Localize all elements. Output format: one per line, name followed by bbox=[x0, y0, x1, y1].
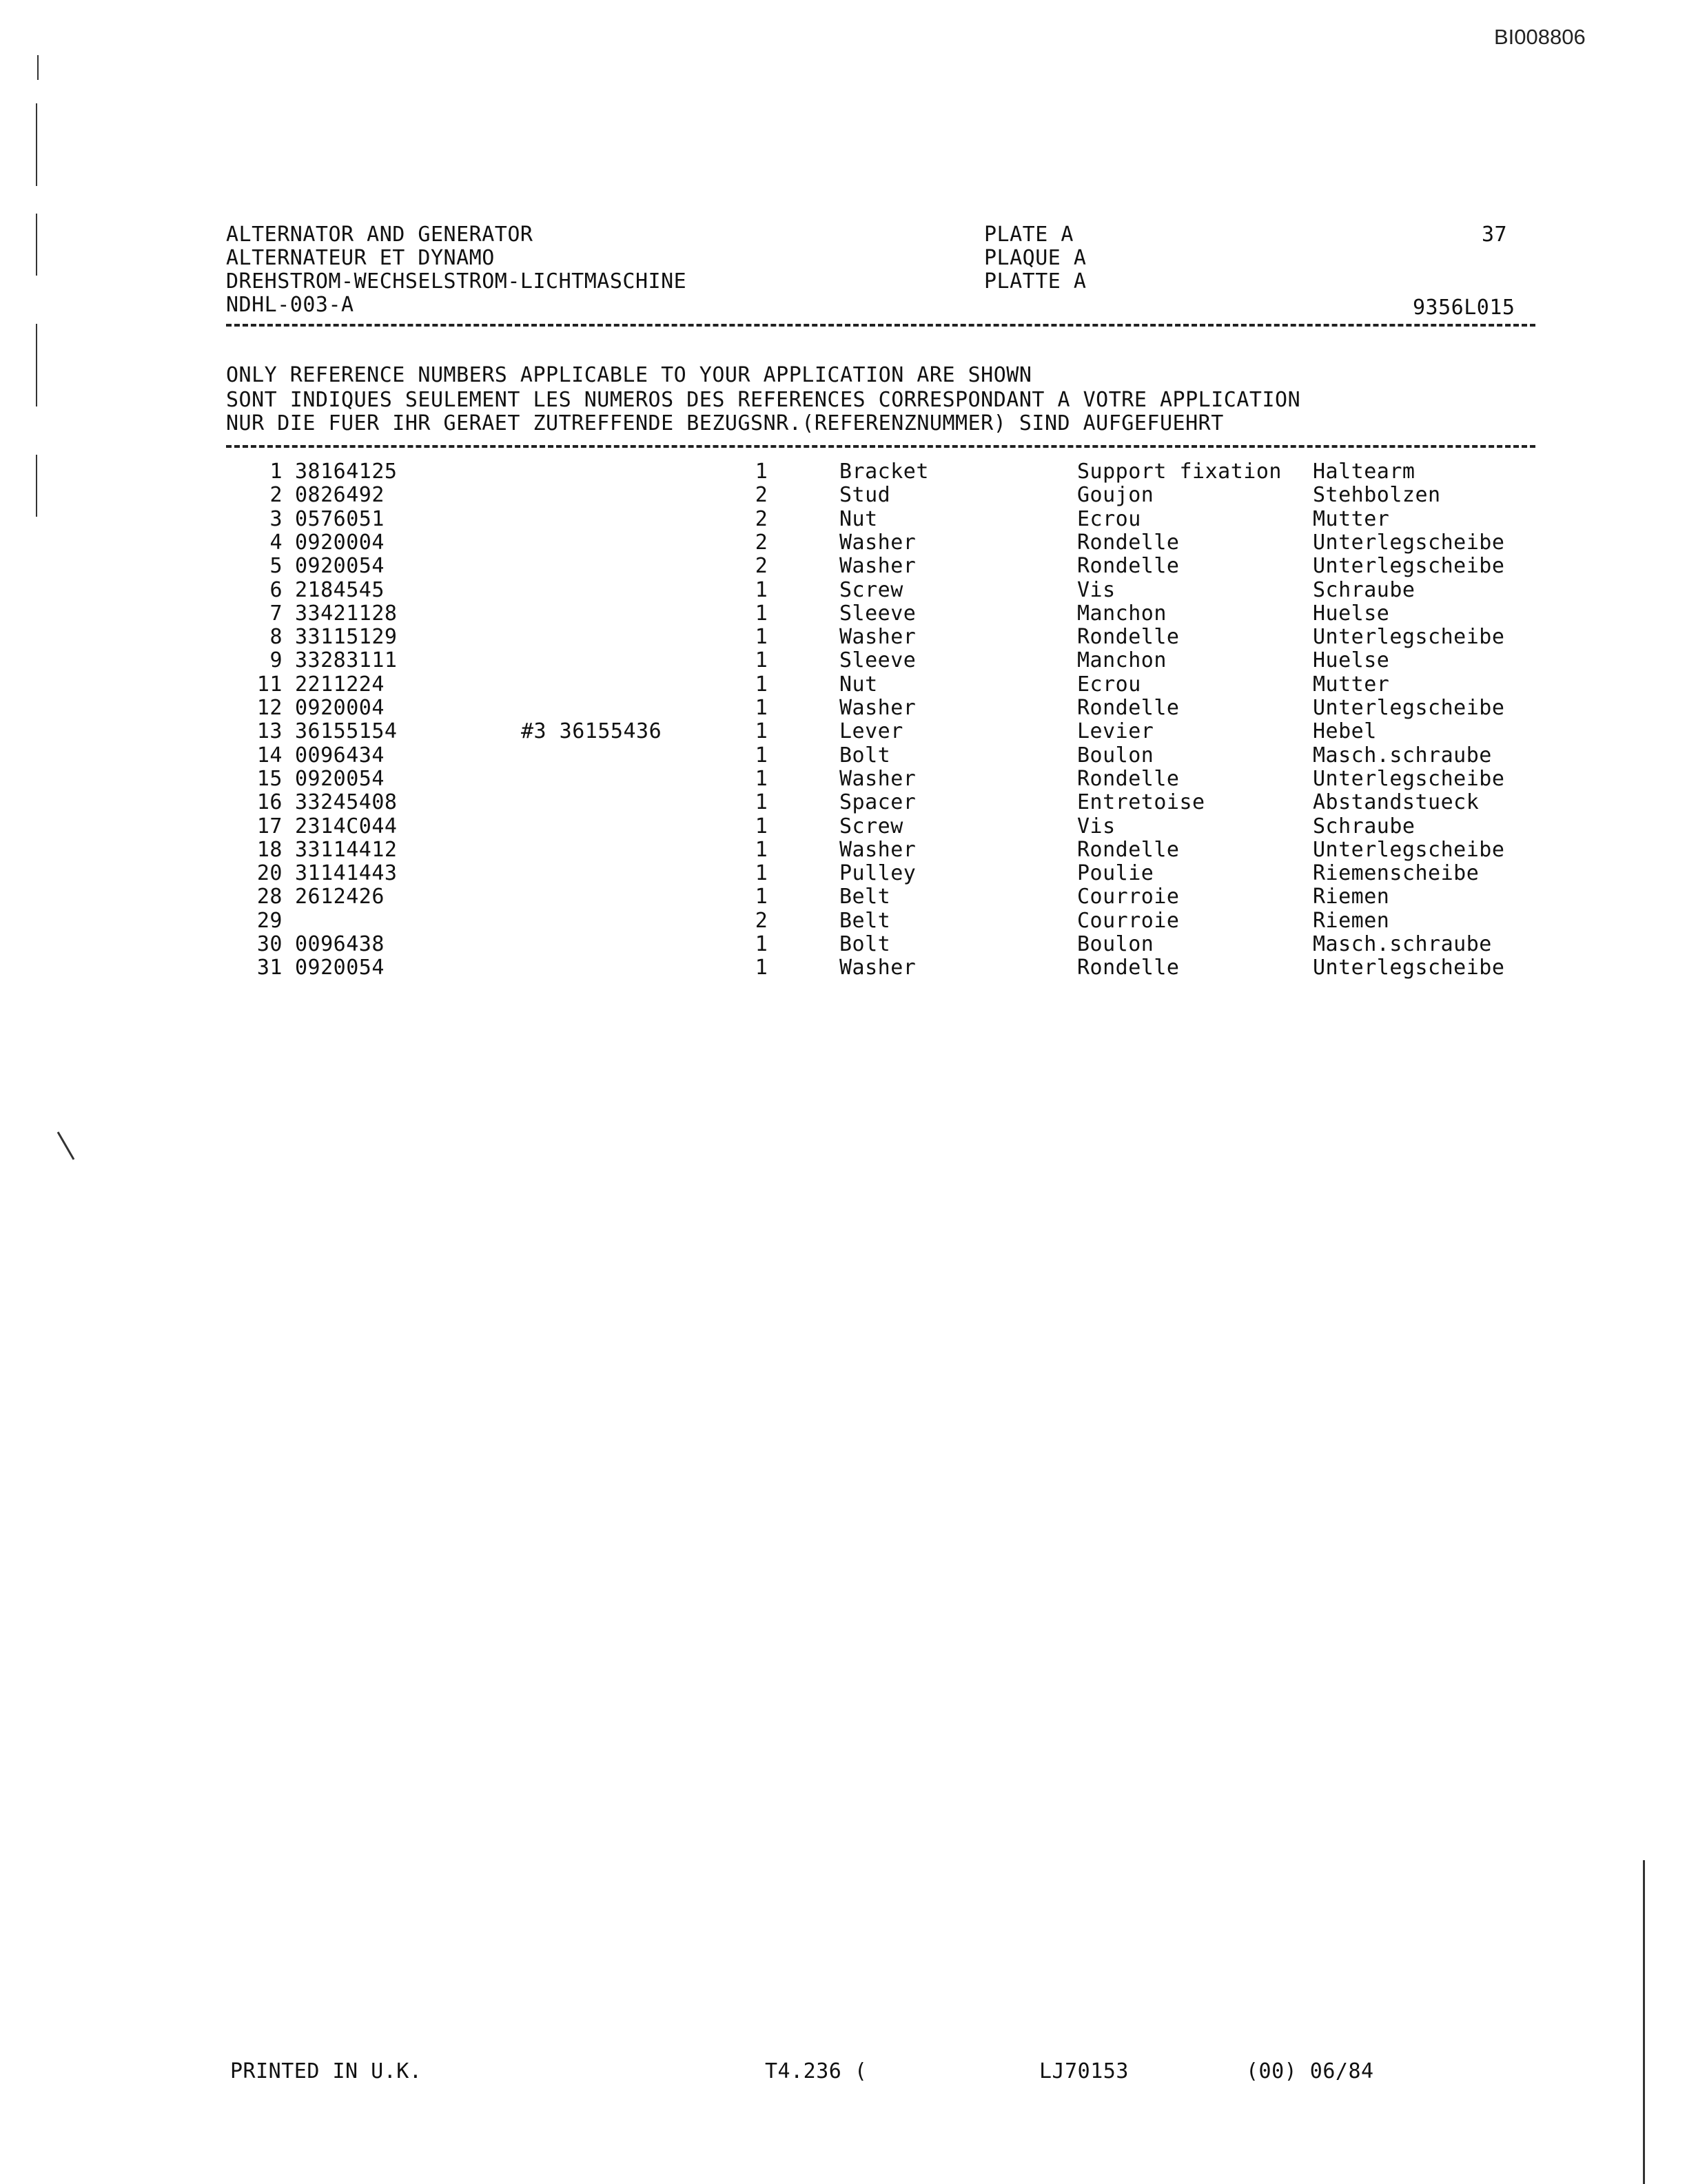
description-en: Washer bbox=[839, 696, 917, 720]
quantity: 1 bbox=[755, 601, 768, 626]
part-number: 33283111 bbox=[295, 648, 398, 673]
item-number: 29 bbox=[256, 908, 283, 933]
description-de: Masch.schraube bbox=[1313, 932, 1492, 956]
description-de: Masch.schraube bbox=[1313, 743, 1492, 768]
table-row bbox=[0, 768, 1687, 791]
title-fr: ALTERNATEUR ET DYNAMO bbox=[226, 246, 495, 270]
table-row bbox=[0, 815, 1687, 838]
item-number: 8 bbox=[269, 625, 283, 650]
description-de: Unterlegscheibe bbox=[1313, 530, 1505, 555]
description-de: Schraube bbox=[1313, 577, 1415, 602]
table-row bbox=[0, 909, 1687, 933]
description-fr: Vis bbox=[1077, 577, 1116, 602]
quantity: 1 bbox=[755, 460, 768, 484]
description-fr: Manchon bbox=[1077, 601, 1167, 626]
footer-printed: PRINTED IN U.K. bbox=[230, 2059, 422, 2083]
table-row bbox=[0, 555, 1687, 578]
part-number: 2612426 bbox=[295, 885, 385, 909]
document-id: BI008806 bbox=[1494, 25, 1586, 49]
description-en: Washer bbox=[839, 554, 917, 579]
description-de: Hebel bbox=[1313, 719, 1377, 744]
scan-mark bbox=[1643, 1860, 1645, 2184]
part-number: 33115129 bbox=[295, 625, 398, 650]
description-fr: Manchon bbox=[1077, 648, 1167, 673]
item-number: 7 bbox=[269, 601, 283, 626]
quantity: 1 bbox=[755, 790, 768, 815]
description-en: Nut bbox=[839, 672, 878, 697]
description-de: Unterlegscheibe bbox=[1313, 956, 1505, 980]
table-row bbox=[0, 673, 1687, 697]
table-row bbox=[0, 885, 1687, 909]
description-de: Unterlegscheibe bbox=[1313, 696, 1505, 720]
description-en: Belt bbox=[839, 885, 891, 909]
part-number: 0920054 bbox=[295, 956, 385, 980]
description-en: Washer bbox=[839, 837, 917, 862]
part-number: 0920054 bbox=[295, 554, 385, 579]
reference-code: 9356L015 bbox=[1413, 296, 1515, 320]
quantity: 1 bbox=[755, 648, 768, 673]
quantity: 1 bbox=[755, 766, 768, 791]
description-en: Pulley bbox=[839, 861, 917, 886]
item-number: 9 bbox=[269, 648, 283, 673]
table-row bbox=[0, 649, 1687, 672]
description-de: Stehbolzen bbox=[1313, 483, 1441, 508]
description-fr: Boulon bbox=[1077, 932, 1154, 956]
item-number: 20 bbox=[256, 861, 283, 886]
table-row bbox=[0, 484, 1687, 507]
description-en: Bolt bbox=[839, 743, 891, 768]
description-en: Sleeve bbox=[839, 648, 917, 673]
description-en: Spacer bbox=[839, 790, 917, 815]
description-de: Riemenscheibe bbox=[1313, 861, 1480, 886]
part-number: 33114412 bbox=[295, 837, 398, 862]
part-number: 38164125 bbox=[295, 460, 398, 484]
quantity: 1 bbox=[755, 814, 768, 838]
description-fr: Boulon bbox=[1077, 743, 1154, 768]
description-de: Unterlegscheibe bbox=[1313, 554, 1505, 579]
quantity: 1 bbox=[755, 625, 768, 650]
table-row bbox=[0, 579, 1687, 602]
part-number: 0920004 bbox=[295, 696, 385, 720]
item-number: 14 bbox=[256, 743, 283, 768]
header-rule bbox=[226, 324, 1535, 327]
part-number: 2211224 bbox=[295, 672, 385, 697]
notice-de: NUR DIE FUER IHR GERAET ZUTREFFENDE BEZUGSNR.(REFERENZNUMMER) SIND AUFGEFUEHRT bbox=[226, 411, 1224, 435]
description-de: Huelse bbox=[1313, 601, 1390, 626]
quantity: 1 bbox=[755, 837, 768, 862]
description-fr: Rondelle bbox=[1077, 766, 1180, 791]
part-number: 33421128 bbox=[295, 601, 398, 626]
scan-mark bbox=[36, 103, 37, 186]
quantity: 1 bbox=[755, 885, 768, 909]
description-fr: Ecrou bbox=[1077, 506, 1141, 531]
item-number: 30 bbox=[256, 932, 283, 956]
scan-mark bbox=[37, 55, 39, 80]
part-number: 31141443 bbox=[295, 861, 398, 886]
description-de: Unterlegscheibe bbox=[1313, 766, 1505, 791]
description-de: Mutter bbox=[1313, 672, 1390, 697]
table-row bbox=[0, 531, 1687, 555]
quantity: 1 bbox=[755, 719, 768, 744]
description-fr: Entretoise bbox=[1077, 790, 1205, 815]
description-en: Belt bbox=[839, 908, 891, 933]
scan-mark bbox=[36, 324, 37, 406]
footer-doc-number: LJ70153 bbox=[1039, 2059, 1129, 2083]
description-fr: Courroie bbox=[1077, 885, 1180, 909]
notice-en: ONLY REFERENCE NUMBERS APPLICABLE TO YOUR APPLICATION ARE SHOWN bbox=[226, 363, 1032, 387]
description-fr: Courroie bbox=[1077, 908, 1180, 933]
item-number: 3 bbox=[269, 506, 283, 531]
plate-label-fr: PLAQUE A bbox=[984, 246, 1087, 270]
scan-mark bbox=[36, 455, 37, 517]
part-number: 0826492 bbox=[295, 483, 385, 508]
section-code: NDHL-003-A bbox=[226, 293, 354, 317]
item-number: 16 bbox=[256, 790, 283, 815]
quantity: 1 bbox=[755, 956, 768, 980]
part-number: 0096434 bbox=[295, 743, 385, 768]
plate-label-de: PLATTE A bbox=[984, 269, 1087, 293]
scan-mark bbox=[57, 1131, 75, 1160]
item-number: 6 bbox=[269, 577, 283, 602]
table-row bbox=[0, 862, 1687, 885]
table-row bbox=[0, 791, 1687, 814]
description-de: Mutter bbox=[1313, 506, 1390, 531]
table-row bbox=[0, 933, 1687, 956]
item-number: 11 bbox=[256, 672, 283, 697]
description-en: Lever bbox=[839, 719, 903, 744]
scan-mark bbox=[36, 214, 37, 276]
table-row bbox=[0, 508, 1687, 531]
table-row bbox=[0, 838, 1687, 862]
description-en: Nut bbox=[839, 506, 878, 531]
description-de: Schraube bbox=[1313, 814, 1415, 838]
notice-fr: SONT INDIQUES SEULEMENT LES NUMEROS DES REFERENCES CORRESPONDANT A VOTRE APPLICATION bbox=[226, 388, 1301, 412]
description-en: Stud bbox=[839, 483, 891, 508]
quantity: 2 bbox=[755, 530, 768, 555]
item-number: 5 bbox=[269, 554, 283, 579]
description-en: Screw bbox=[839, 814, 903, 838]
title-en: ALTERNATOR AND GENERATOR bbox=[226, 223, 533, 247]
part-number: 0920054 bbox=[295, 766, 385, 791]
description-fr: Ecrou bbox=[1077, 672, 1141, 697]
item-number: 2 bbox=[269, 483, 283, 508]
description-de: Riemen bbox=[1313, 908, 1390, 933]
table-row bbox=[0, 626, 1687, 649]
item-number: 15 bbox=[256, 766, 283, 791]
description-en: Bracket bbox=[839, 460, 929, 484]
quantity: 1 bbox=[755, 743, 768, 768]
description-fr: Levier bbox=[1077, 719, 1154, 744]
quantity: 1 bbox=[755, 861, 768, 886]
description-fr: Poulie bbox=[1077, 861, 1154, 886]
table-row bbox=[0, 720, 1687, 743]
footer-date: (00) 06/84 bbox=[1246, 2059, 1374, 2083]
quantity: 1 bbox=[755, 577, 768, 602]
description-en: Screw bbox=[839, 577, 903, 602]
description-fr: Goujon bbox=[1077, 483, 1154, 508]
description-de: Unterlegscheibe bbox=[1313, 837, 1505, 862]
page-number: 37 bbox=[1482, 223, 1508, 247]
table-row bbox=[0, 956, 1687, 980]
footer-code: T4.236 ( bbox=[765, 2059, 868, 2083]
description-fr: Rondelle bbox=[1077, 956, 1180, 980]
description-fr: Rondelle bbox=[1077, 837, 1180, 862]
table-row bbox=[0, 460, 1687, 484]
quantity: 2 bbox=[755, 554, 768, 579]
alternate-part-number: #3 36155436 bbox=[521, 719, 662, 744]
description-en: Washer bbox=[839, 766, 917, 791]
description-fr: Support fixation bbox=[1077, 460, 1282, 484]
description-de: Haltearm bbox=[1313, 460, 1415, 484]
description-fr: Rondelle bbox=[1077, 554, 1180, 579]
item-number: 28 bbox=[256, 885, 283, 909]
quantity: 1 bbox=[755, 932, 768, 956]
description-de: Huelse bbox=[1313, 648, 1390, 673]
item-number: 13 bbox=[256, 719, 283, 744]
description-en: Washer bbox=[839, 956, 917, 980]
description-de: Unterlegscheibe bbox=[1313, 625, 1505, 650]
quantity: 2 bbox=[755, 483, 768, 508]
table-row bbox=[0, 697, 1687, 720]
item-number: 17 bbox=[256, 814, 283, 838]
quantity: 1 bbox=[755, 696, 768, 720]
description-de: Riemen bbox=[1313, 885, 1390, 909]
description-en: Bolt bbox=[839, 932, 891, 956]
quantity: 2 bbox=[755, 506, 768, 531]
table-row bbox=[0, 744, 1687, 768]
description-en: Washer bbox=[839, 530, 917, 555]
item-number: 4 bbox=[269, 530, 283, 555]
part-number: 0920004 bbox=[295, 530, 385, 555]
part-number: 0096438 bbox=[295, 932, 385, 956]
part-number: 33245408 bbox=[295, 790, 398, 815]
part-number: 2184545 bbox=[295, 577, 385, 602]
part-number: 2314C044 bbox=[295, 814, 398, 838]
title-de: DREHSTROM-WECHSELSTROM-LICHTMASCHINE bbox=[226, 269, 687, 293]
item-number: 31 bbox=[256, 956, 283, 980]
table-row bbox=[0, 602, 1687, 626]
item-number: 18 bbox=[256, 837, 283, 862]
description-fr: Rondelle bbox=[1077, 696, 1180, 720]
description-en: Sleeve bbox=[839, 601, 917, 626]
description-de: Abstandstueck bbox=[1313, 790, 1480, 815]
item-number: 12 bbox=[256, 696, 283, 720]
notice-rule bbox=[226, 445, 1535, 448]
part-number: 36155154 bbox=[295, 719, 398, 744]
part-number: 0576051 bbox=[295, 506, 385, 531]
description-fr: Rondelle bbox=[1077, 530, 1180, 555]
description-en: Washer bbox=[839, 625, 917, 650]
quantity: 2 bbox=[755, 908, 768, 933]
description-fr: Vis bbox=[1077, 814, 1116, 838]
description-fr: Rondelle bbox=[1077, 625, 1180, 650]
item-number: 1 bbox=[269, 460, 283, 484]
plate-label-en: PLATE A bbox=[984, 223, 1074, 247]
quantity: 1 bbox=[755, 672, 768, 697]
